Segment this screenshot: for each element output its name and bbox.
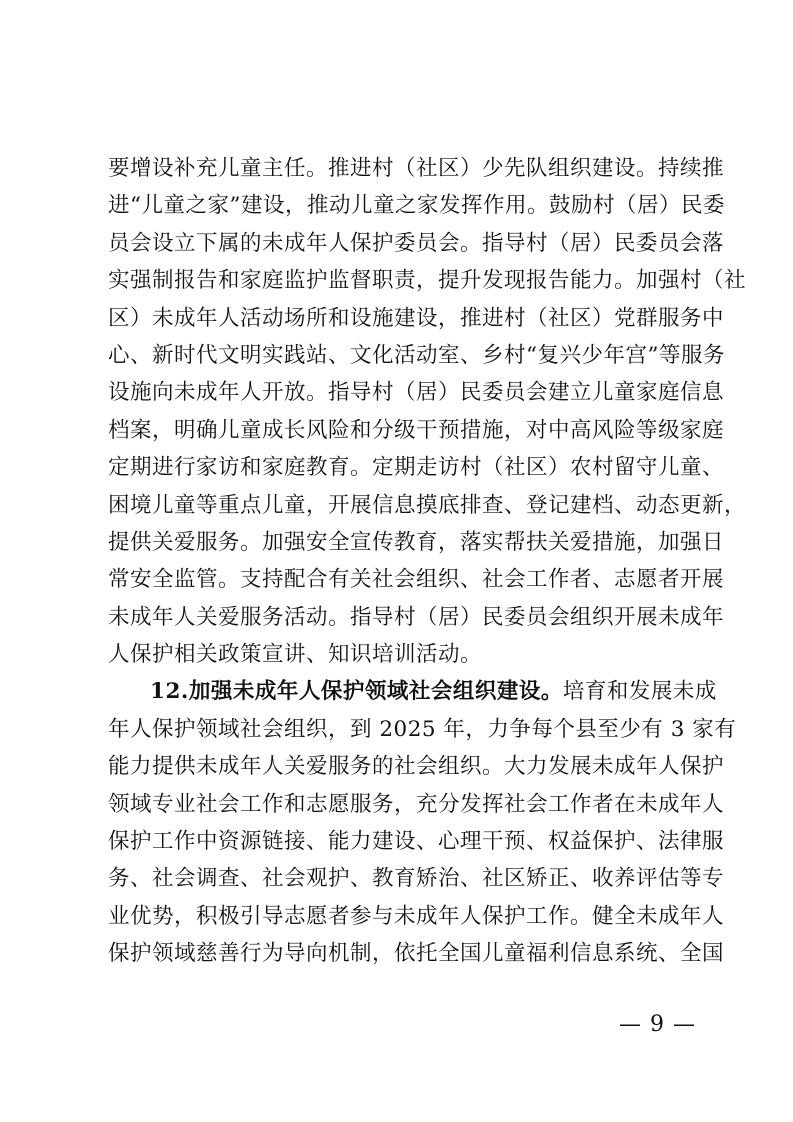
text-line: 常安全监管。支持配合有关社会组织、社会工作者、志愿者开展 xyxy=(108,567,725,593)
text-line: 务、社会调查、社会观护、教育矫治、社区矫正、收养评估等专 xyxy=(108,866,725,892)
paragraph-social-organizations xyxy=(108,673,737,972)
heading-line-text: 培育和发展未成 xyxy=(562,679,717,705)
body-text xyxy=(108,150,747,973)
text-line: 未成年人关爱服务活动。指导村（居）民委员会组织开展未成年 xyxy=(108,604,725,630)
text-line: 年人保护领域社会组织，到 2025 年，力争每个县至少有 3 家有 xyxy=(108,716,737,742)
paragraph-village-community xyxy=(108,150,747,673)
text-line: 业优势，积极引导志愿者参与未成年人保护工作。健全未成年人 xyxy=(108,903,725,929)
text-line: 保护工作中资源链接、能力建设、心理干预、权益保护、法律服 xyxy=(108,829,725,855)
text-line: 设施向未成年人开放。指导村（居）民委员会建立儿童家庭信息 xyxy=(108,380,725,406)
text-line: 进“儿童之家”建设，推动儿童之家发挥作用。鼓励村（居）民委 xyxy=(108,193,725,219)
text-line: 能力提供未成年人关爱服务的社会组织。大力发展未成年人保护 xyxy=(108,754,725,780)
text-line: 定期进行家访和家庭教育。定期走访村（社区）农村留守儿童、 xyxy=(108,455,725,481)
text-line: 档案，明确儿童成长风险和分级干预措施，对中高风险等级家庭 xyxy=(108,417,725,443)
text-line: 人保护相关政策宣讲、知识培训活动。 xyxy=(108,642,483,668)
page-number: — 9 — xyxy=(619,1012,696,1037)
section-heading: 12.加强未成年人保护领域社会组织建设。 xyxy=(150,679,563,705)
text-line: 区）未成年人活动场所和设施建设，推进村（社区）党群服务中 xyxy=(108,305,725,331)
text-line: 领域专业社会工作和志愿服务，充分发挥社会工作者在未成年人 xyxy=(108,791,725,817)
text-line: 困境儿童等重点儿童，开展信息摸底排查、登记建档、动态更新， xyxy=(108,492,747,518)
text-line: 提供关爱服务。加强安全宣传教育，落实帮扶关爱措施，加强日 xyxy=(108,529,725,555)
text-line xyxy=(108,673,717,710)
text-line: 心、新时代文明实践站、文化活动室、乡村“复兴少年宫”等服务 xyxy=(108,342,725,368)
text-line: 实强制报告和家庭监护监督职责，提升发现报告能力。加强村（社 xyxy=(108,268,747,294)
text-line: 要增设补充儿童主任。推进村（社区）少先队组织建设。持续推 xyxy=(108,156,725,181)
text-line: 员会设立下属的未成年人保护委员会。指导村（居）民委员会落 xyxy=(108,230,725,256)
text-line: 保护领域慈善行为导向机制，依托全国儿童福利信息系统、全国 xyxy=(108,941,725,967)
